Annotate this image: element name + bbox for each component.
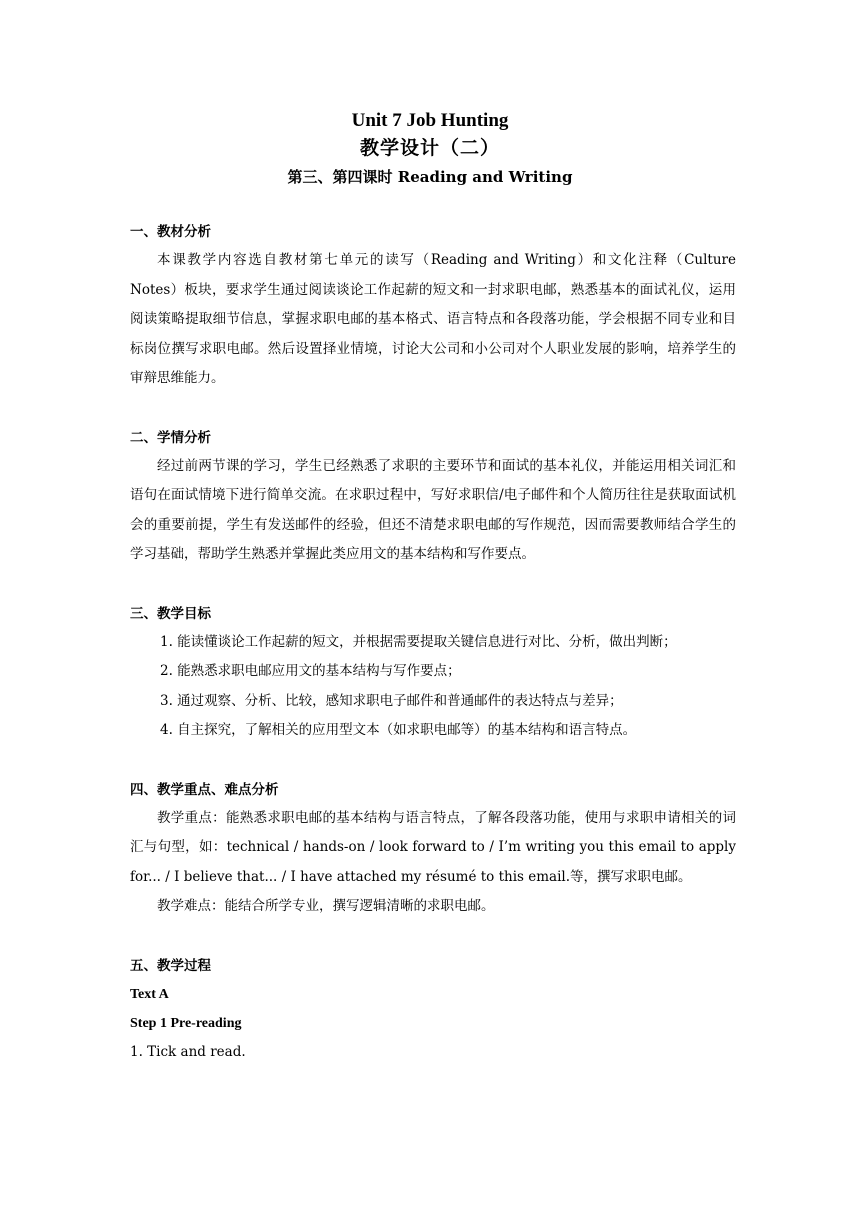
section-heading: 二、学情分析: [130, 429, 211, 446]
task-label: 1. Tick and read.: [130, 1043, 246, 1060]
paragraph: 教学重点：能熟悉求职电邮的基本结构与语言特点，了解各段落功能，使用与求职申请相关的词汇与句型，如：technical / hands-on / look forward to / I’m writing you this email to apply for... / I believe that... / I have attached my résumé to this email.等，撰写求职电邮。: [130, 809, 736, 885]
paragraph: 本课教学内容选自教材第七单元的读写（Reading and Writing）和文化注释（Culture Notes）板块，要求学生通过阅读谈论工作起薪的短文和一封求职电邮，熟悉基本的面试礼仪，运用阅读策略提取细节信息，掌握求职电邮的基本格式、语言特点和各段落功能，学会根据不同专业和目标岗位撰写求职电邮。然后设置择业情境，讨论大公司和小公司对个人职业发展的影响，培养学生的审辩思维能力。: [130, 252, 736, 386]
objective-item: 3. 通过观察、分析、比较，感知求职电子邮件和普通邮件的表达特点与差异；: [160, 692, 623, 709]
objective-item: 1. 能读懂谈论工作起薪的短文，并根据需要提取关键信息进行对比、分析，做出判断；: [160, 633, 677, 650]
section-teaching-objectives: [130, 600, 736, 746]
section-heading: 三、教学目标: [130, 605, 211, 622]
section-student-analysis: [130, 424, 736, 570]
section-heading: 五、教学过程: [130, 957, 211, 974]
step-label: Step 1 Pre-reading: [130, 1015, 242, 1031]
objective-item: 2. 能熟悉求职电邮应用文的基本结构与写作要点；: [160, 663, 461, 679]
section-heading: 四、教学重点、难点分析: [130, 781, 279, 798]
design-title: 教学设计（二）: [359, 137, 500, 159]
paragraph: 经过前两节课的学习，学生已经熟悉了求职的主要环节和面试的基本礼仪，并能运用相关词汇和语句在面试情境下进行简单交流。在求职过程中，写好求职信/电子邮件和个人简历往往是获取面试机会的重要前提，学生有发送邮件的经验，但还不清楚求职电邮的写作规范，因而需要教师结合学生的学习基础，帮助学生熟悉并掌握此类应用文的基本结构和写作要点。: [130, 457, 736, 562]
text-label: Text A: [130, 986, 169, 1002]
unit-title: Unit 7 Job Hunting: [351, 110, 509, 131]
paragraph: 教学难点：能结合所学专业，撰写逻辑清晰的求职电邮。: [157, 898, 495, 914]
objective-item: 4. 自主探究，了解相关的应用型文本（如求职电邮等）的基本结构和语言特点。: [160, 722, 637, 738]
lesson-subtitle: 第三、第四课时 Reading and Writing: [287, 168, 573, 186]
section-textbook-analysis: [130, 218, 736, 394]
document-body: [130, 218, 736, 1097]
section-key-difficult-points: [130, 776, 736, 922]
title-block: [0, 108, 860, 190]
section-teaching-process: [130, 952, 736, 1067]
section-heading: 一、教材分析: [130, 224, 211, 240]
